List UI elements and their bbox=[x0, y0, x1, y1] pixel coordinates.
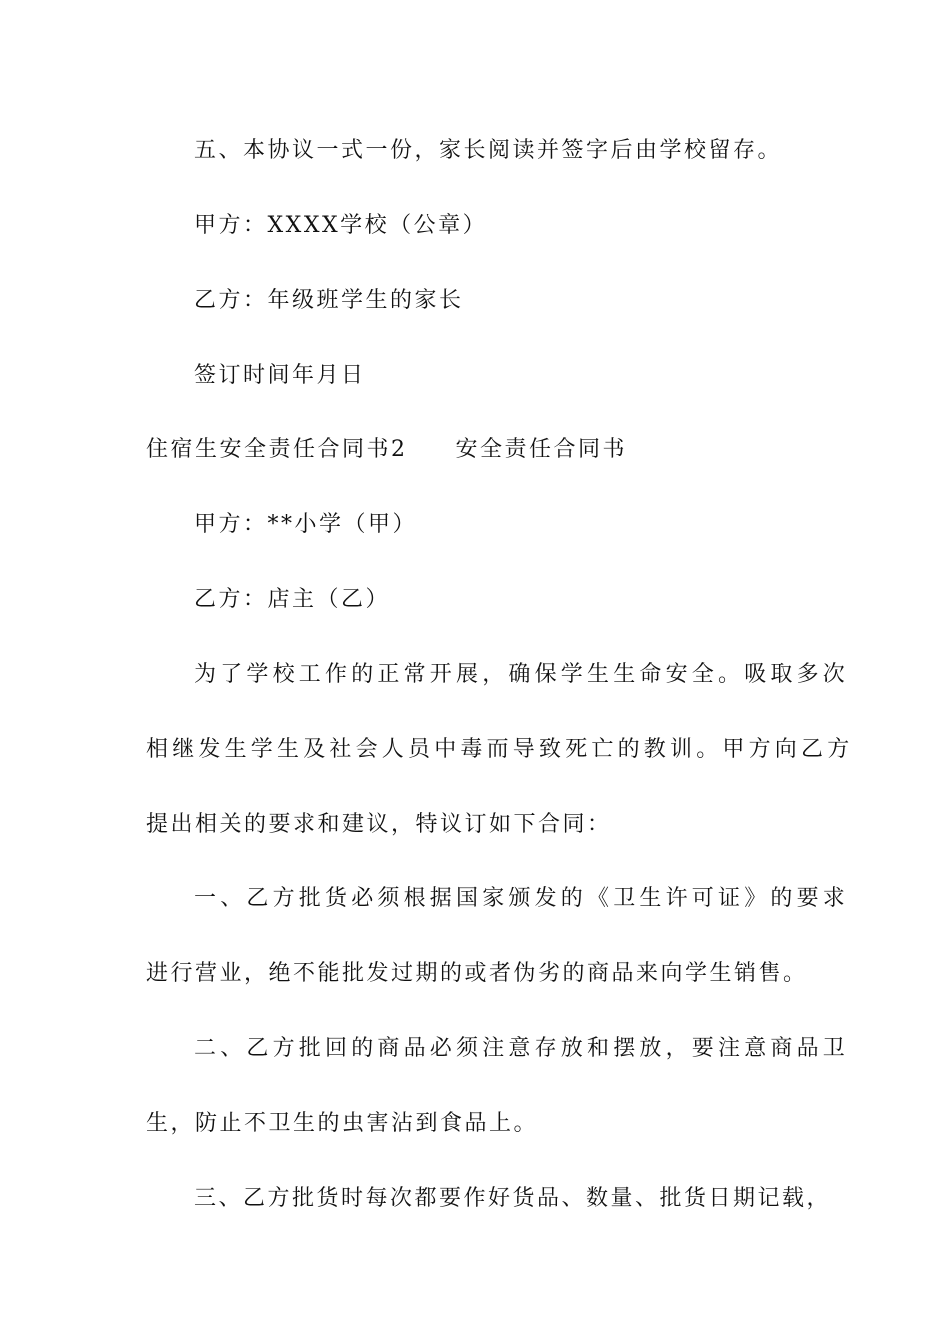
clause-three-line-1: 三、乙方批货时每次都要作好货品、数量、批货日期记载， bbox=[194, 1186, 832, 1211]
party-a-primary-school: 甲方：**小学（甲） bbox=[194, 512, 418, 537]
clause-one-line-1: 一、乙方批货必须根据国家颁发的《卫生许可证》的要求 bbox=[194, 886, 850, 911]
party-b-parent: 乙方：年级班学生的家长 bbox=[194, 288, 464, 313]
clause-two-line-2: 生，防止不卫生的虫害沾到食品上。 bbox=[146, 1111, 539, 1136]
party-b-shop-owner: 乙方：店主（乙） bbox=[194, 587, 391, 612]
preamble-line-2: 相继发生学生及社会人员中毒而导致死亡的教训。甲方向乙方 bbox=[146, 737, 854, 762]
clause-one-line-2: 进行营业，绝不能批发过期的或者伪劣的商品来向学生销售。 bbox=[146, 961, 808, 986]
preamble-line-1: 为了学校工作的正常开展，确保学生生命安全。吸取多次 bbox=[194, 662, 850, 687]
document-title: 住宿生安全责任合同书2 bbox=[146, 437, 408, 462]
contract-title: 安全责任合同书 bbox=[455, 437, 628, 462]
clause-five: 五、本协议一式一份，家长阅读并签字后由学校留存。 bbox=[194, 138, 783, 163]
party-a-school: 甲方：XXXX学校（公章） bbox=[194, 213, 488, 238]
preamble-line-3: 提出相关的要求和建议，特议订如下合同： bbox=[146, 812, 612, 837]
signing-date: 签订时间年月日 bbox=[194, 363, 366, 388]
section-heading bbox=[146, 435, 627, 465]
clause-two-line-1: 二、乙方批回的商品必须注意存放和摆放，要注意商品卫 bbox=[194, 1036, 850, 1061]
